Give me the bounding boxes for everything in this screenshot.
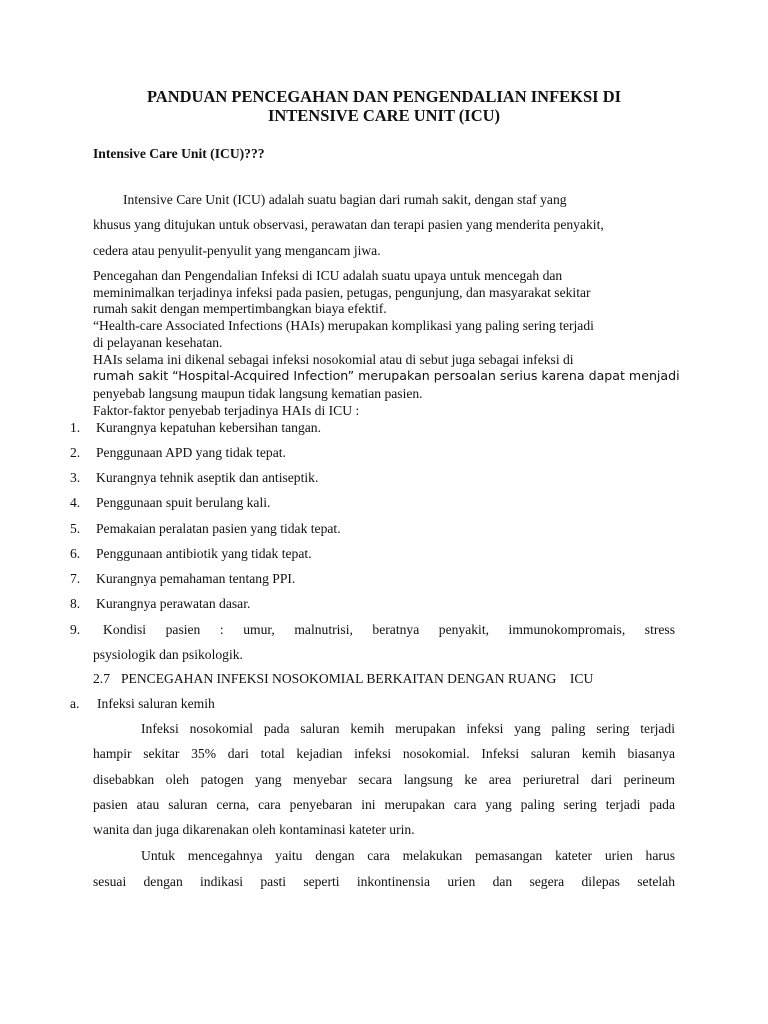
list-item-number: 4. xyxy=(70,495,81,510)
intro-line-3: cedera atau penyulit-penyulit yang mengancam jiwa. xyxy=(93,243,381,258)
intro-line-1: Intensive Care Unit (ICU) adalah suatu bagian dari rumah sakit, dengan staf yang xyxy=(123,192,567,207)
list-item: Penggunaan spuit berulang kali. xyxy=(96,495,271,510)
list-item: Kurangnya perawatan dasar. xyxy=(96,596,251,611)
list-item-number: 5. xyxy=(70,521,81,536)
definition-line-5: di pelayanan kesehatan. xyxy=(93,335,223,350)
definition-line-1: Pencegahan dan Pengendalian Infeksi di ICU adalah suatu upaya untuk mencegah dan xyxy=(93,268,563,283)
paragraph-1-line-1: Infeksi nosokomial pada saluran kemih merupakan infeksi yang paling sering terjadi xyxy=(141,721,675,736)
section-number: 2.7 xyxy=(93,671,110,686)
list-item: Kurangnya pemahaman tentang PPI. xyxy=(96,571,296,586)
paragraph-2-line-2: sesuai dengan indikasi pasti seperti inkontinensia urien dan segera dilepas setelah xyxy=(93,874,675,889)
list-item: Kondisi pasien : umur, malnutrisi, beratnya penyakit, immunokompromais, stress xyxy=(103,622,675,637)
definition-line-2: meminimalkan terjadinya infeksi pada pasien, petugas, pengunjung, dan masyarakat sekitar xyxy=(93,285,591,300)
subsection-letter: a. xyxy=(70,696,80,711)
list-item-continuation: psysiologik dan psikologik. xyxy=(93,647,243,662)
definition-line-8: penyebab langsung maupun tidak langsung kematian pasien. xyxy=(93,386,423,401)
title-line-2: INTENSIVE CARE UNIT (ICU) xyxy=(267,106,501,125)
list-item-number: 8. xyxy=(70,596,81,611)
definition-line-3: rumah sakit dengan mempertimbangkan biaya efektif. xyxy=(93,301,387,316)
subsection-title: Infeksi saluran kemih xyxy=(97,696,215,711)
list-item: Pemakaian peralatan pasien yang tidak tepat. xyxy=(96,521,341,536)
definition-line-6: HAIs selama ini dikenal sebagai infeksi nosokomial atau di sebut juga sebagai infeksi di xyxy=(93,352,574,367)
definition-line-9: Faktor-faktor penyebab terjadinya HAIs di ICU : xyxy=(93,403,360,418)
list-item-number: 7. xyxy=(70,571,81,586)
list-item-number: 1. xyxy=(70,420,81,435)
list-item: Kurangnya tehnik aseptik dan antiseptik. xyxy=(96,470,319,485)
paragraph-1-line-2: hampir sekitar 35% dari total kejadian infeksi nosokomial. Infeksi saluran kemih biasanya xyxy=(93,746,675,761)
intro-line-2: khusus yang ditujukan untuk observasi, perawatan dan terapi pasien yang menderita penyakit, xyxy=(93,217,604,232)
paragraph-2-line-1: Untuk mencegahnya yaitu dengan cara melakukan pemasangan kateter urien harus xyxy=(141,848,675,863)
list-item-number: 6. xyxy=(70,546,81,561)
definition-line-4: “Health-care Associated Infections (HAIs) merupakan komplikasi yang paling sering terjadi xyxy=(93,318,594,333)
list-item-number: 2. xyxy=(70,445,81,460)
subheading: Intensive Care Unit (ICU)??? xyxy=(93,146,265,161)
list-item-number: 3. xyxy=(70,470,81,485)
list-item: Kurangnya kepatuhan kebersihan tangan. xyxy=(96,420,321,435)
paragraph-1-line-5: wanita dan juga dikarenakan oleh kontaminasi kateter urin. xyxy=(93,822,415,837)
paragraph-1-line-3: disebabkan oleh patogen yang menyebar secara langsung ke area periuretral dari perineum xyxy=(93,772,675,787)
paragraph-1-line-4: pasien atau saluran cerna, cara penyebaran ini merupakan cara yang paling sering terjadi pada xyxy=(93,797,675,812)
title-line-1: PANDUAN PENCEGAHAN DAN PENGENDALIAN INFEKSI DI xyxy=(146,87,622,106)
list-item: Penggunaan APD yang tidak tepat. xyxy=(96,445,286,460)
list-item-number: 9. xyxy=(70,622,81,637)
list-item: Penggunaan antibiotik yang tidak tepat. xyxy=(96,546,312,561)
definition-line-7: rumah sakit “Hospital-Acquired Infection” merupakan persoalan serius karena dapat menjadi xyxy=(93,368,680,383)
section-title: PENCEGAHAN INFEKSI NOSOKOMIAL BERKAITAN DENGAN RUANG ICU xyxy=(121,671,594,686)
